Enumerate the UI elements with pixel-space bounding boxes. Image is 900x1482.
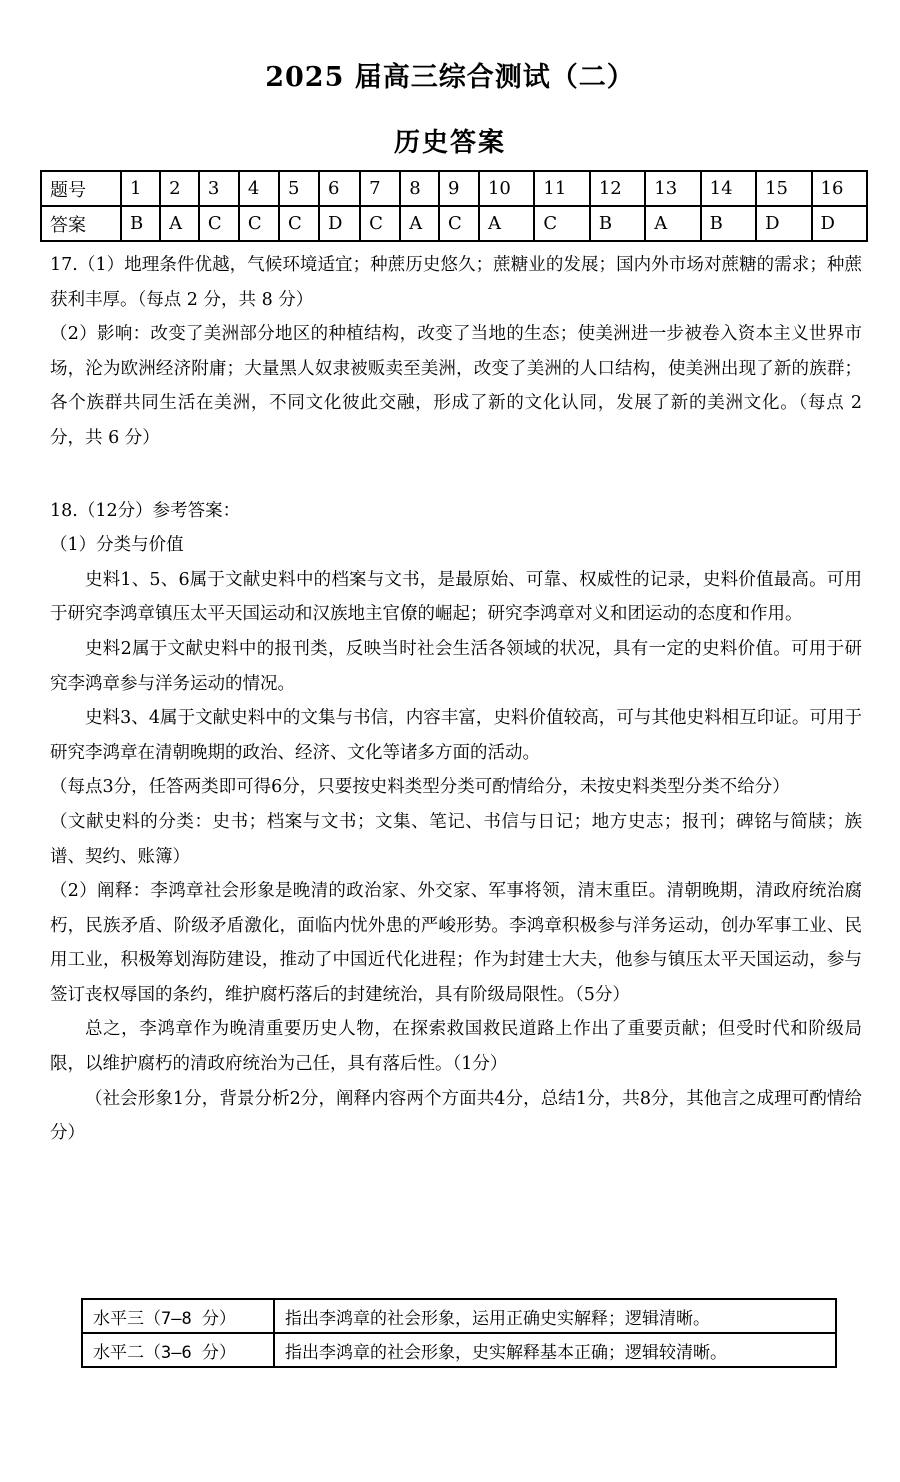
answer-cell: A bbox=[160, 206, 199, 241]
answer-cell: D bbox=[319, 206, 360, 241]
question-number: 15 bbox=[756, 171, 811, 206]
answer-cell: D bbox=[812, 206, 867, 241]
question-number: 6 bbox=[319, 171, 360, 206]
question-number: 3 bbox=[199, 171, 239, 206]
answer-content bbox=[50, 248, 862, 1151]
row-label-answer: 答案 bbox=[41, 206, 121, 241]
q18-scoring: （社会形象1分，背景分析2分，阐释内容两个方面共4分，总结1分，共8分，其他言之成理可酌情给分） bbox=[50, 1088, 862, 1144]
answer-cell: C bbox=[199, 206, 239, 241]
answer-cell: C bbox=[534, 206, 589, 241]
row-label-number: 题号 bbox=[41, 171, 121, 206]
answer-cell: C bbox=[279, 206, 319, 241]
question-number-row bbox=[41, 171, 867, 206]
q17-part1: 17.（1）地理条件优越，气候环境适宜；种蔗历史悠久；蔗糖业的发展；国内外市场对蔗糖的需求；种蔗获利丰厚。（每点 2 分，共 8 分） bbox=[50, 255, 862, 310]
q18-heading: 18.（12分）参考答案： bbox=[50, 500, 241, 521]
question-number: 14 bbox=[701, 171, 756, 206]
question-number: 13 bbox=[645, 171, 700, 206]
level-label: 水平二（3—6 分） bbox=[82, 1333, 274, 1367]
question-number: 11 bbox=[534, 171, 589, 206]
document-title: 2025 届高三综合测试（二） bbox=[265, 62, 635, 93]
answer-cell: C bbox=[439, 206, 479, 241]
question-number: 9 bbox=[439, 171, 479, 206]
q18-summary: 总之，李鸿章作为晚清重要历史人物，在探索救国救民道路上作出了重要贡献；但受时代和阶级局限，以维护腐朽的清政府统治为己任，具有落后性。（1分） bbox=[50, 1019, 862, 1075]
answer-row bbox=[41, 206, 867, 241]
document-subtitle: 历史答案 bbox=[393, 128, 506, 158]
question-number: 5 bbox=[279, 171, 319, 206]
answer-cell: B bbox=[590, 206, 645, 241]
question-number: 16 bbox=[812, 171, 867, 206]
question-number: 8 bbox=[400, 171, 439, 206]
question-number: 2 bbox=[160, 171, 199, 206]
question-number: 1 bbox=[121, 171, 160, 206]
level-description: 指出李鸿章的社会形象，运用正确史实解释；逻辑清晰。 bbox=[274, 1299, 836, 1333]
q18-para2: 史料2属于文献史料中的报刊类，反映当时社会生活各领域的状况，具有一定的史料价值。可用于研究李鸿章参与洋务运动的情况。 bbox=[50, 638, 862, 694]
question-number: 12 bbox=[590, 171, 645, 206]
question-number: 7 bbox=[360, 171, 400, 206]
level-description: 指出李鸿章的社会形象，史实解释基本正确；逻辑较清晰。 bbox=[274, 1333, 836, 1367]
level-row bbox=[82, 1333, 836, 1367]
level-table bbox=[81, 1298, 837, 1368]
q18-para3: 史料3、4属于文献史料中的文集与书信，内容丰富，史料价值较高，可与其他史料相互印证。可用于研究李鸿章在清朝晚期的政治、经济、文化等诸多方面的活动。 bbox=[50, 708, 862, 763]
answer-cell: D bbox=[756, 206, 811, 241]
q18-scoring-note: （每点3分，任答两类即可得6分，只要按史料类型分类可酌情给分，未按史料类型分类不给分） bbox=[50, 777, 790, 798]
answer-cell: C bbox=[239, 206, 279, 241]
question-number: 4 bbox=[239, 171, 279, 206]
answer-cell: A bbox=[645, 206, 700, 241]
answer-cell: C bbox=[360, 206, 400, 241]
q18-para1: 史料1、5、6属于文献史料中的档案与文书，是最原始、可靠、权威性的记录，史料价值最高。可用于研究李鸿章镇压太平天国运动和汉族地主官僚的崛起；研究李鸿章对义和团运动的态度和作用。 bbox=[50, 569, 862, 625]
question-number: 10 bbox=[479, 171, 534, 206]
q17-part2: （2）影响：改变了美洲部分地区的种植结构，改变了当地的生态；使美洲进一步被卷入资本主义世界市场，沦为欧洲经济附庸；大量黑人奴隶被贩卖至美洲，改变了美洲的人口结构，使美洲出现了新的族群；各个族群共同生活在美洲，不同文化彼此交融，形成了新的文化认同，发展了新的美洲文化。（每点 2 分，共 6 分） bbox=[50, 324, 862, 448]
level-row bbox=[82, 1299, 836, 1333]
answer-cell: A bbox=[479, 206, 534, 241]
answer-table bbox=[40, 170, 868, 242]
answer-cell: A bbox=[400, 206, 439, 241]
q18-classification-note: （文献史料的分类：史书；档案与文书；文集、笔记、书信与日记；地方史志；报刊；碑铭与简牍；族谱、契约、账簿） bbox=[50, 811, 862, 867]
answer-cell: B bbox=[701, 206, 756, 241]
level-label: 水平三（7—8 分） bbox=[82, 1299, 274, 1333]
answer-cell: B bbox=[121, 206, 160, 241]
q18-part1-title: （1）分类与价值 bbox=[50, 535, 184, 556]
q18-part2: （2）阐释：李鸿章社会形象是晚清的政治家、外交家、军事将领，清末重臣。清朝晚期，清政府统治腐朽，民族矛盾、阶级矛盾激化，面临内忧外患的严峻形势。李鸿章积极参与洋务运动，创办军事工业、民用工业，积极筹划海防建设，推动了中国近代化进程；作为封建士大夫，他参与镇压太平天国运动，参与签订丧权辱国的条约，维护腐朽落后的封建统治，具有阶级局限性。（5分） bbox=[50, 881, 862, 1005]
